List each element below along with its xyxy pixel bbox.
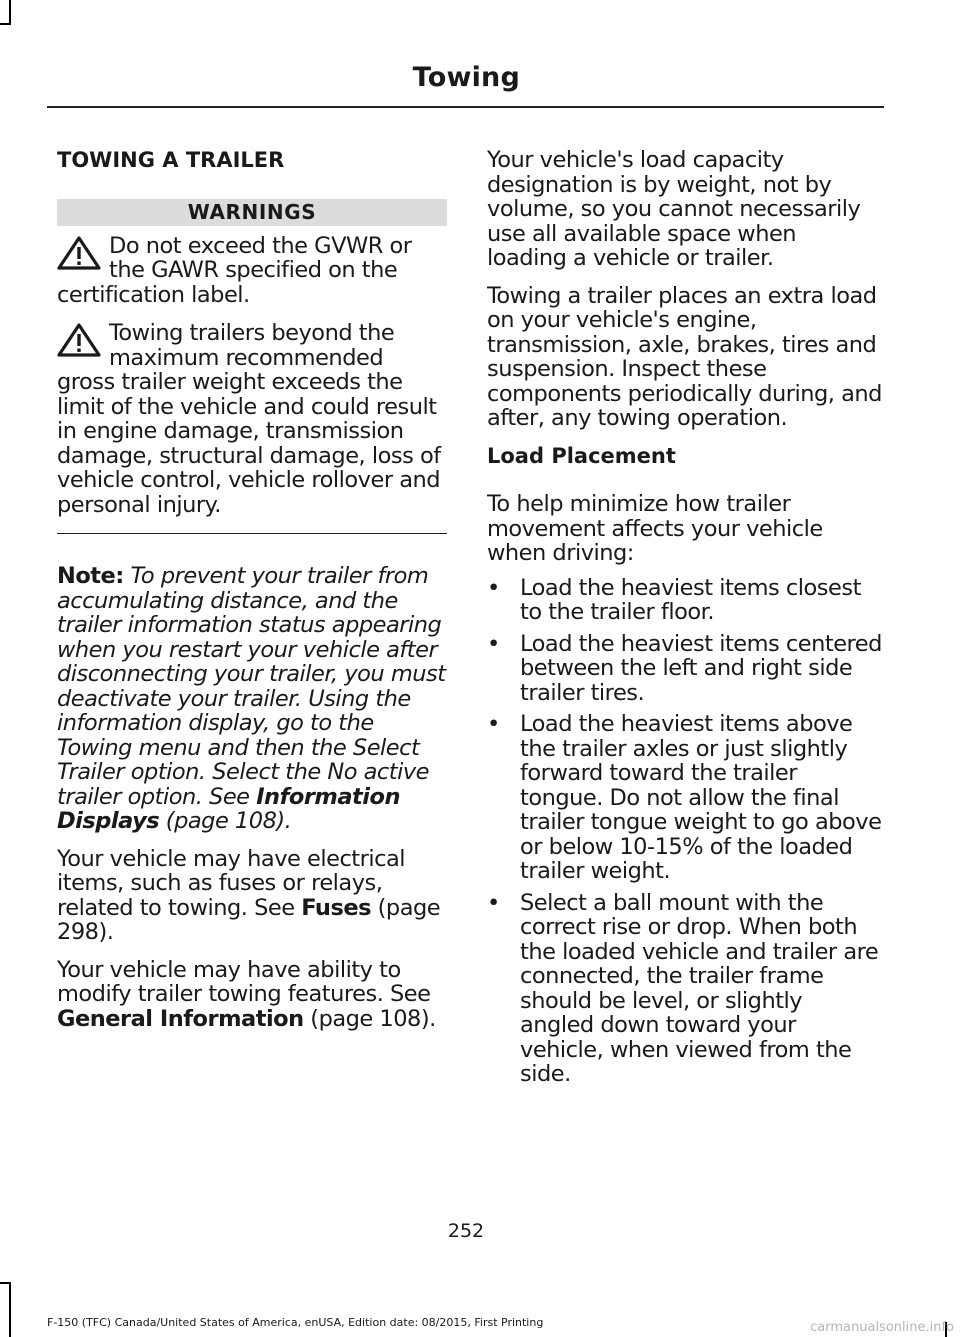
warning-item — [57, 321, 447, 517]
subsection-heading: Load Placement — [487, 443, 676, 468]
note-label: Note: — [57, 563, 124, 589]
bullet-icon: • — [487, 889, 500, 916]
page-number: 252 — [447, 1220, 485, 1242]
header-rule — [47, 106, 884, 108]
bullet-icon: • — [487, 711, 500, 737]
crop-mark-top-left — [9, 0, 11, 25]
warning-triangle-icon — [57, 236, 103, 270]
xref-page: (page 298). — [57, 894, 441, 945]
list-item — [487, 891, 882, 1087]
paragraph — [57, 958, 447, 1032]
paragraph-text: Your vehicle may have electrical items, such as fuses or relays, related to towing. See — [57, 845, 406, 921]
section-heading: TOWING A TRAILER — [57, 148, 285, 172]
paragraph: Towing a trailer places an extra load on your vehicle's engine, transmission, axle, brakes, tires and suspension. Inspect these components periodically during, and after, any towing operation. — [487, 282, 882, 431]
crop-mark-top-left-h — [0, 23, 11, 25]
paragraph — [57, 847, 447, 945]
right-column — [487, 148, 882, 1094]
warning-triangle-icon — [57, 323, 103, 357]
note-text: To prevent your trailer from accumulating distance, and the trailer information status appearing when you restart your vehicle after disconnecting your trailer, you must deactivate your trailer. Using the information display, go to the Towing menu and then the Select Trailer option. Select the No active trailer option. See — [57, 563, 446, 810]
section-header-title: Towing — [412, 62, 520, 93]
warning-text: Towing trailers beyond the maximum recommended gross trailer weight exceeds the limit of the vehicle and could result in engine damage, transmission damage, structural damage, loss of vehicle control, vehicle rollover and personal injury. — [57, 320, 441, 518]
xref-page: (page 108). — [303, 1005, 436, 1032]
list-item-text: Load the heaviest items above the trailer axles or just slightly forward toward the trailer tongue. Do not allow the final trailer tongue weight to go above or below 10-15% of the loaded trailer weight. — [520, 711, 882, 884]
note-paragraph — [57, 564, 447, 834]
edition-footer: F-150 (TFC) Canada/United States of America, enUSA, Edition date: 08/2015, First Printing — [47, 1316, 544, 1329]
crop-mark-bottom-left — [9, 1282, 11, 1337]
watermark: carmanualsonline.info — [810, 1320, 954, 1335]
paragraph-text: Your vehicle may have ability to modify trailer towing features. See — [57, 956, 431, 1007]
list-item-text: Load the heaviest items centered between the left and right side trailer tires. — [520, 630, 882, 706]
paragraph: To help minimize how trailer movement affects your vehicle when driving: — [487, 491, 823, 566]
warnings-band: WARNINGS — [57, 199, 447, 226]
bullet-list — [487, 576, 882, 1087]
paragraph: Your vehicle's load capacity designation is by weight, not by volume, so you cannot necessarily use all available space when loading a vehicle or trailer. — [487, 147, 861, 271]
list-item — [487, 576, 882, 625]
warning-item — [57, 234, 447, 308]
list-item — [487, 632, 882, 706]
bullet-icon: • — [487, 574, 500, 601]
list-item — [487, 712, 882, 884]
crop-mark-bottom-left-h — [0, 1282, 11, 1284]
xref-general-information[interactable]: General Information — [57, 1005, 304, 1032]
list-item-text: Load the heaviest items closest to the trailer floor. — [520, 574, 861, 625]
warning-text: Do not exceed the GVWR or the GAWR specified on the certification label. — [57, 232, 412, 308]
xref-fuses[interactable]: Fuses — [301, 894, 371, 921]
warnings-end-rule — [57, 533, 447, 534]
left-column — [57, 148, 447, 1044]
list-item-text: Select a ball mount with the correct rise or drop. When both the loaded vehicle and trailer are connected, the trailer frame should be level, or slightly angled down toward your vehicle, when viewed from the side. — [520, 889, 879, 1087]
xref-page: (page 108). — [159, 808, 292, 834]
xref-information-displays[interactable]: Information Displays — [57, 783, 400, 834]
bullet-icon: • — [487, 630, 500, 657]
